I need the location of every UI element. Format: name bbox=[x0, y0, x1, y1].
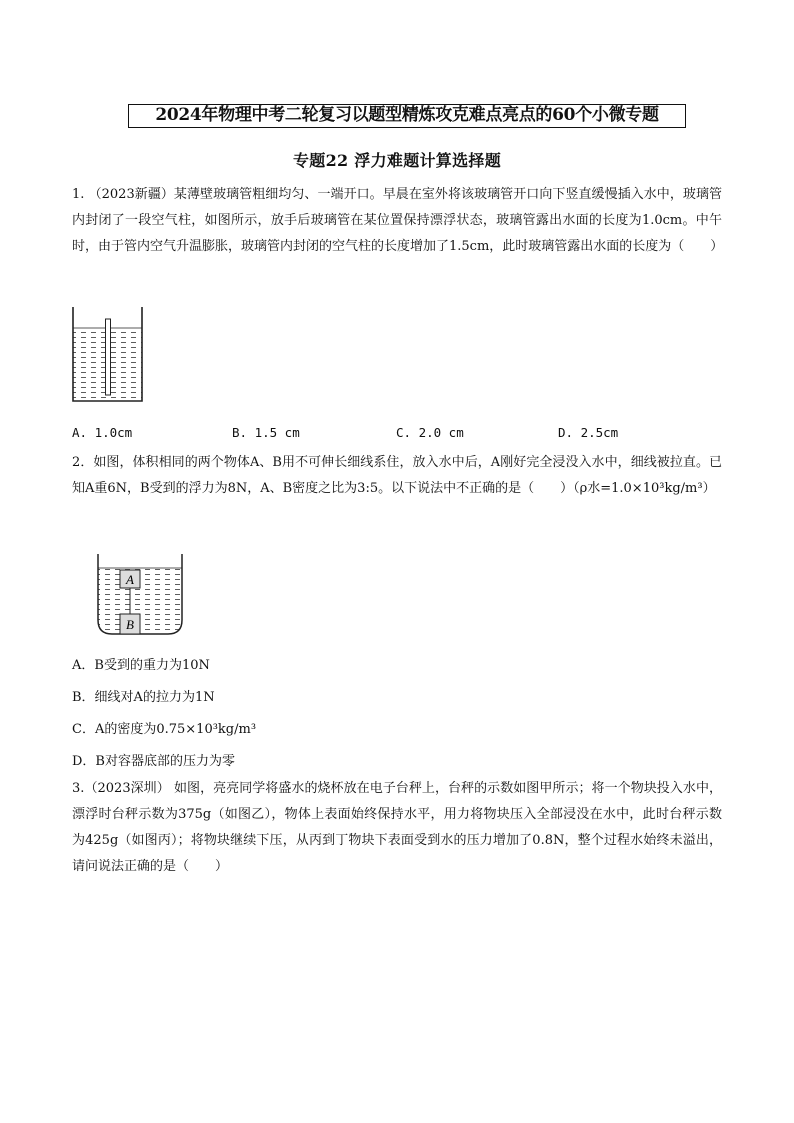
q2-option-b: B．细线对A的拉力为1N bbox=[72, 690, 215, 705]
q2-option-d: D．B对容器底部的压力为零 bbox=[72, 754, 235, 769]
question-3-text: 3.（2023深圳） 如图，亮亮同学将盛水的烧杯放在电子台秤上，台秤的示数如图甲所示；将一个物块投入水中，漂浮时台秤示数为375g（如图乙），物体上表面始终保持水平，用力将物块压入全部浸没在水中，此时台秤示数为425g（如图丙）；将物块继续下压，从丙到丁物块下表面受到水的压力增加了0.8N，整个过程水始终未溢出，请问说法正确的是（ ） bbox=[72, 781, 722, 874]
q1-option-d: D. 2.5cm bbox=[558, 425, 619, 440]
objects-ab-figure bbox=[94, 552, 186, 636]
question-2-text: 2．如图，体积相同的两个物体A、B用不可伸长细线系住，放入水中后，A刚好完全浸没入水中，细线被拉直。已知A重6N，B受到的浮力为8N，A、B密度之比为3:5。以下说法中不正确的是（ ）（ρ水=1.0×10³kg/m³） bbox=[72, 455, 722, 496]
q1-option-c: C. 2.0 cm bbox=[396, 425, 464, 440]
q2-option-c: C．A的密度为0.75×10³kg/m³ bbox=[72, 722, 257, 737]
object-a-label: A bbox=[126, 572, 134, 587]
document-title: 2024年物理中考二轮复习以题型精炼攻克难点亮点的60个小微专题 bbox=[128, 104, 686, 128]
q1-option-b: B. 1.5 cm bbox=[232, 425, 300, 440]
q1-option-a: A. 1.0cm bbox=[72, 425, 133, 440]
question-1-text: 1. （2023新疆）某薄壁玻璃管粗细均匀、一端开口。早晨在室外将该玻璃管开口向下竖直缓慢插入水中，玻璃管内封闭了一段空气柱，如图所示，放手后玻璃管在某位置保持漂浮状态，玻璃管露出水面的长度为1.0cm。中午时，由于管内空气升温膨胀，玻璃管内封闭的空气柱的长度增加了1.5cm，此时玻璃管露出水面的长度为（ ） bbox=[72, 187, 724, 254]
glass-tube-figure bbox=[70, 305, 145, 405]
object-b-label: B bbox=[126, 617, 134, 632]
q2-option-a: A．B受到的重力为10N bbox=[72, 658, 210, 673]
section-subtitle: 专题22 浮力难题计算选择题 bbox=[292, 151, 502, 170]
